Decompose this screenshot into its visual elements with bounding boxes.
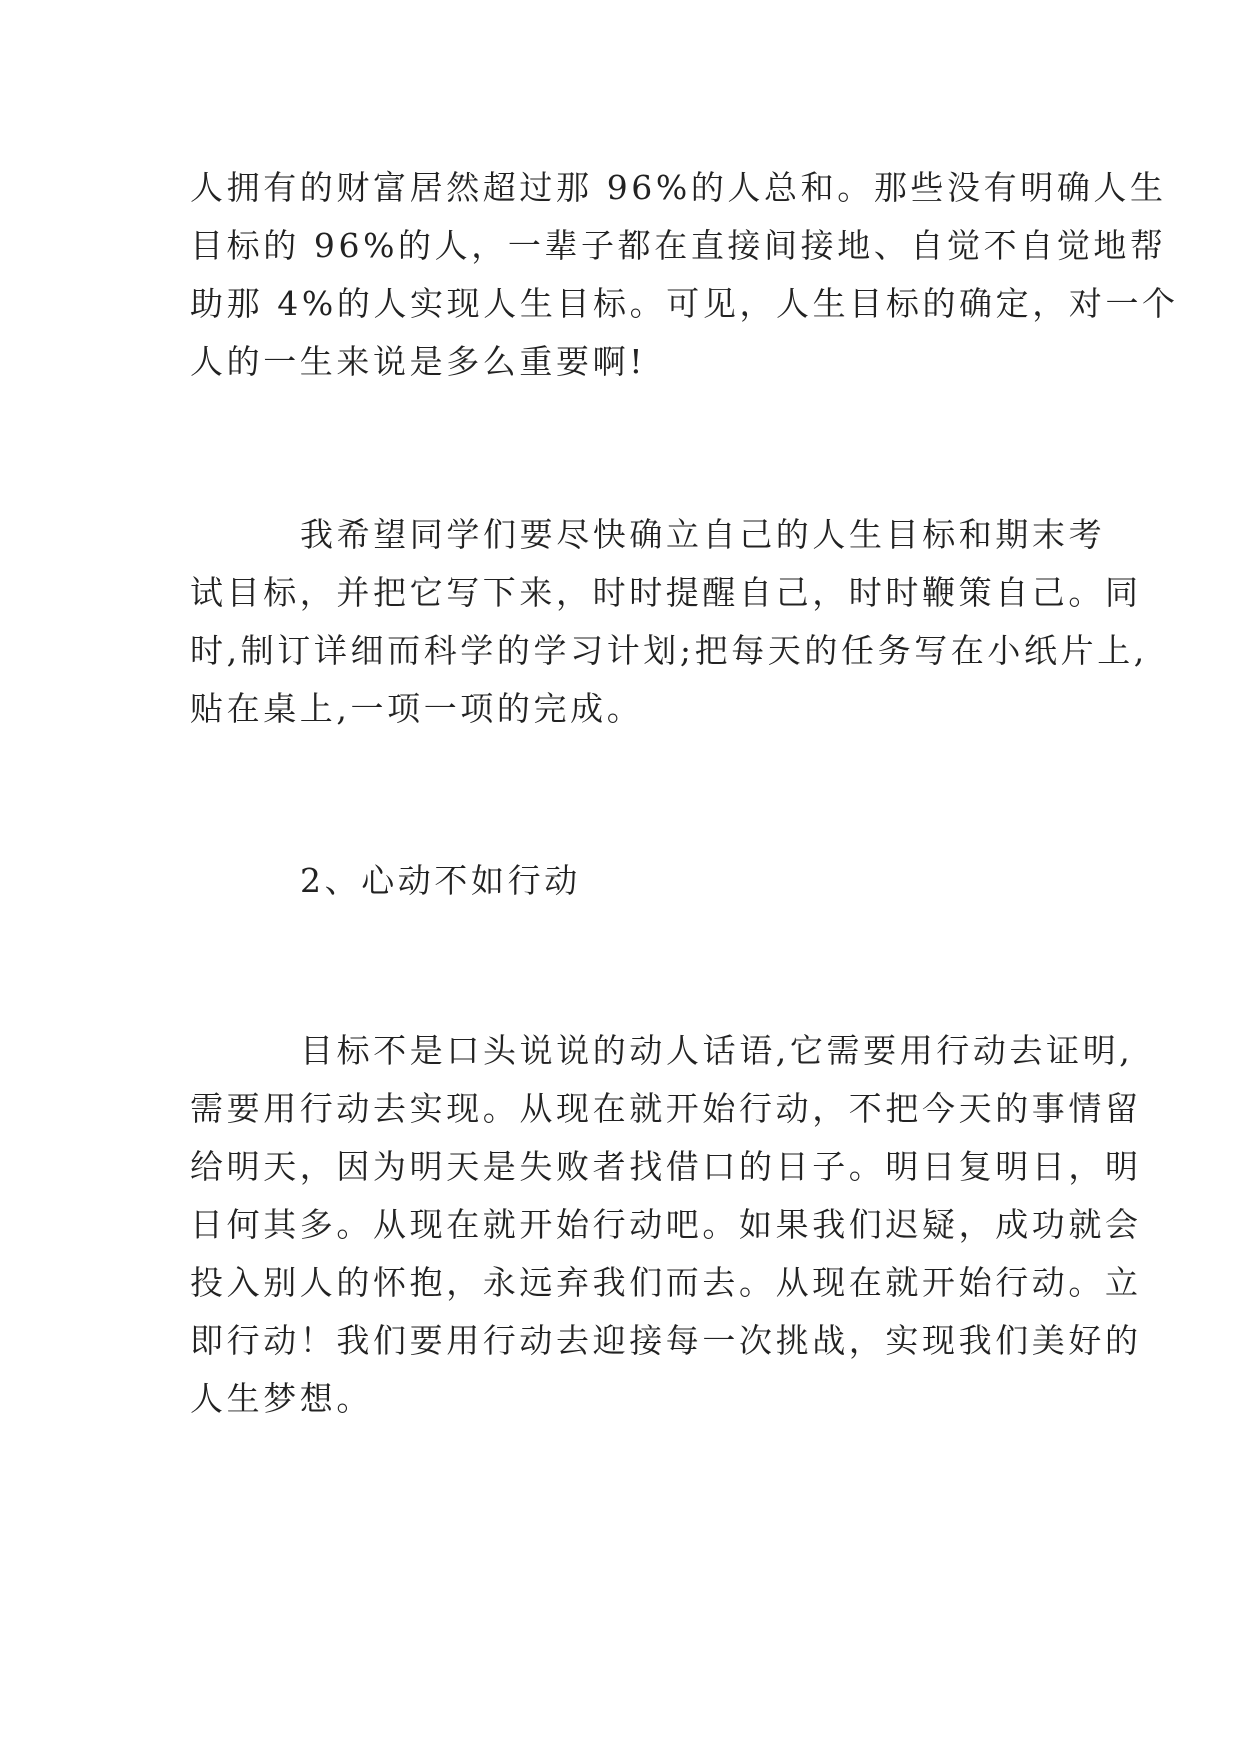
paragraph-line: 目标不是口头说说的动人话语,它需要用行动去证明,	[300, 1031, 1134, 1070]
paragraph-line: 人生梦想。	[190, 1379, 373, 1418]
section-heading	[190, 852, 1052, 910]
paragraph-line: 投入别人的怀抱，永远弃我们而去。从现在就开始行动。立	[190, 1263, 1142, 1302]
paragraph-line: 日何其多。从现在就开始行动吧。如果我们迟疑，成功就会	[190, 1205, 1142, 1244]
paragraph-line: 给明天，因为明天是失败者找借口的日子。明日复明日，明	[190, 1147, 1142, 1186]
paragraph-line: 贴在桌上,一项一项的完成。	[190, 689, 644, 728]
paragraph-line: 目标的 96%的人，一辈子都在直接间接地、自觉不自觉地帮	[190, 226, 1167, 265]
paragraph-set-goals	[190, 506, 1148, 738]
paragraph-line: 时,制订详细而科学的学习计划;把每天的任务写在小纸片上,	[190, 631, 1148, 670]
paragraph-line: 即行动！我们要用行动去迎接每一次挑战，实现我们美好的	[190, 1321, 1142, 1360]
paragraph-line: 我希望同学们要尽快确立自己的人生目标和期末考	[300, 515, 1106, 554]
paragraph-line: 人的一生来说是多么重要啊!	[190, 342, 647, 381]
paragraph-line: 需要用行动去实现。从现在就开始行动，不把今天的事情留	[190, 1089, 1142, 1128]
paragraph-line: 人拥有的财富居然超过那 96%的人总和。那些没有明确人生	[190, 168, 1167, 207]
paragraph-line: 试目标，并把它写下来，时时提醒自己，时时鞭策自己。同	[190, 573, 1142, 612]
paragraph-wealth-goals	[190, 159, 1179, 391]
paragraph-line: 助那 4%的人实现人生目标。可见，人生目标的确定，对一个	[190, 284, 1179, 323]
paragraph-take-action	[190, 1022, 1142, 1428]
section-heading-text: 2、心动不如行动	[300, 861, 581, 900]
